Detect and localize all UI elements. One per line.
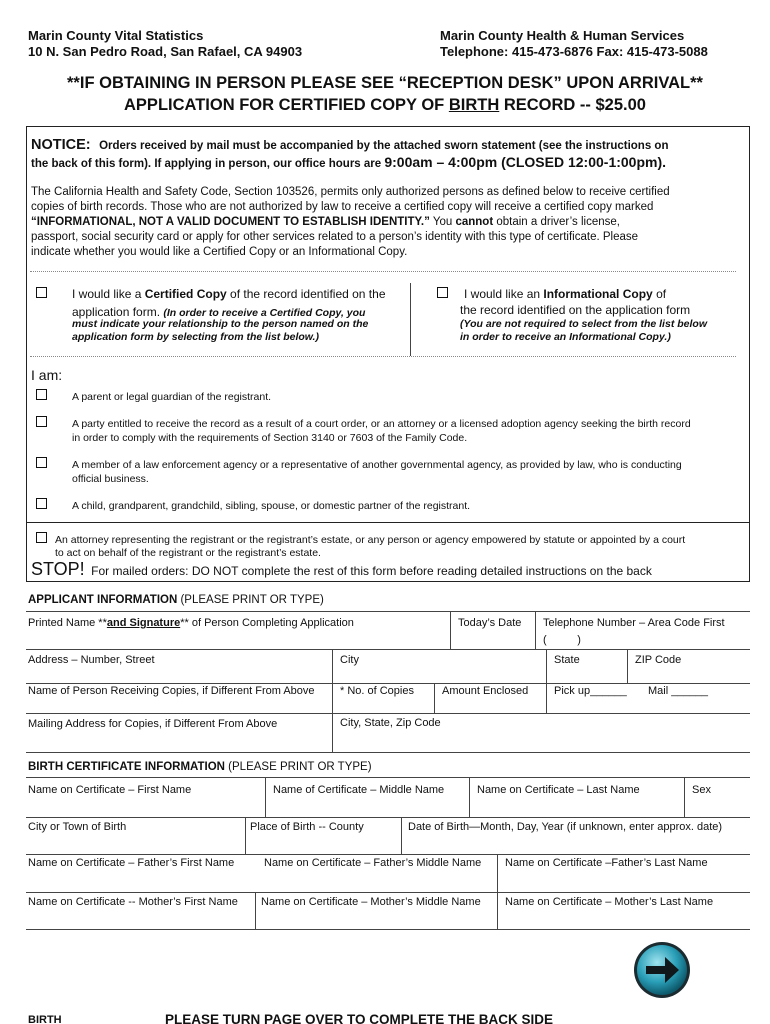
option-attorney-b: to act on behalf of the registrant or the registrant’s estate. <box>55 547 321 559</box>
notice-p2: copies of birth records. Those who are not authorized by law to receive a certified copy will receive a certified copy marked <box>31 201 654 213</box>
option-law-b: official business. <box>72 473 149 485</box>
applicant-heading-text: APPLICANT INFORMATION <box>28 594 178 606</box>
notice-p3 <box>31 215 620 230</box>
info-line2: the record identified on the application form <box>460 303 691 317</box>
birth-heading-note: (PLEASE PRINT OR TYPE) <box>224 761 372 773</box>
form-title-post: RECORD -- $25.00 <box>499 96 646 114</box>
attorney-checkbox[interactable] <box>36 532 47 543</box>
notice-p3-rest: You <box>429 216 456 228</box>
box-left-border <box>26 126 27 522</box>
parent-guardian-checkbox[interactable] <box>36 389 47 400</box>
notice-line1 <box>31 136 668 154</box>
option-parent: A parent or legal guardian of the registrant. <box>72 391 272 403</box>
agency-name: Marin County Health & Human Services <box>440 28 685 43</box>
office-hours: 9:00am – 4:00pm (CLOSED 12:00-1:00pm). <box>384 154 667 170</box>
mother-last-name-field[interactable]: Name on Certificate – Mother’s Last Name <box>505 896 714 908</box>
office-address: 10 N. San Pedro Road, San Rafael, CA 94903 <box>28 44 303 59</box>
telephone-area-code: ( ) <box>543 634 581 646</box>
family-member-checkbox[interactable] <box>36 498 47 509</box>
right-arrow-circle-icon <box>632 940 692 1000</box>
box-right-border <box>749 126 750 522</box>
father-last-name-field[interactable]: Name on Certificate –Father’s Last Name <box>505 857 708 869</box>
birth-v7 <box>255 892 256 929</box>
place-of-birth-county-field[interactable]: Place of Birth -- County <box>250 821 364 833</box>
birth-last-name-field[interactable]: Name on Certificate – Last Name <box>477 784 640 796</box>
choice-middle-divider <box>410 283 411 356</box>
footer-record-type: BIRTH <box>28 1014 62 1024</box>
certified-copy-checkbox[interactable] <box>36 287 47 298</box>
date-of-birth-field[interactable]: Date of Birth—Month, Day, Year (if unknown, enter approx. date) <box>408 821 723 833</box>
attorney-box-left <box>26 522 27 582</box>
birth-first-name-field[interactable]: Name on Certificate – First Name <box>28 784 192 796</box>
todays-date-field[interactable]: Today’s Date <box>458 617 522 629</box>
certified-note1: (In order to receive a Certified Copy, you <box>163 307 366 319</box>
box-top-border <box>26 126 750 127</box>
applicant-line-4 <box>26 752 750 753</box>
state-field[interactable]: State <box>554 654 580 666</box>
birth-heading <box>28 761 372 773</box>
applicant-line-2 <box>26 683 750 684</box>
attorney-box-bottom <box>26 581 750 582</box>
agency-phone: Telephone: 415-473-6876 Fax: 415-473-5088 <box>440 44 708 59</box>
father-first-name-field[interactable]: Name on Certificate – Father’s First Name <box>28 857 235 869</box>
notice-informational: “INFORMATIONAL, NOT A VALID DOCUMENT TO ESTABLISH IDENTITY.” <box>31 216 430 228</box>
choice-top-divider <box>30 271 736 272</box>
certified-pre: I would like a <box>72 287 145 301</box>
certified-note3: application form by selecting from the list below.) <box>72 331 319 343</box>
address-field[interactable]: Address – Number, Street <box>28 654 155 666</box>
option-law-a: A member of a law enforcement agency or a representative of another governmental agency, as provided by law, who is conducting <box>72 459 682 471</box>
notice-text2: the back of this form). If applying in person, our office hours are <box>31 158 385 170</box>
father-middle-name-field[interactable]: Name on Certificate – Father’s Middle Name <box>264 857 482 869</box>
stop-notice <box>31 559 652 580</box>
attorney-box-right <box>749 522 750 582</box>
info-note2: in order to receive an Informational Copy.) <box>460 331 671 343</box>
notice-p4: passport, social security card or apply for other services related to a person’s identity with this type of certificate. Please <box>31 231 639 243</box>
law-enforcement-checkbox[interactable] <box>36 457 47 468</box>
applicant-v9 <box>332 713 333 752</box>
birth-line-1 <box>26 817 750 818</box>
no-copies-field[interactable]: * No. of Copies <box>340 685 414 697</box>
telephone-field[interactable]: Telephone Number – Area Code First <box>543 617 725 629</box>
sex-field[interactable]: Sex <box>692 784 711 796</box>
amount-enclosed-field[interactable]: Amount Enclosed <box>442 685 529 697</box>
birth-v3 <box>684 777 685 817</box>
info-bold: Informational Copy <box>543 287 653 301</box>
applicant-v2 <box>535 611 536 649</box>
city-state-zip-field[interactable]: City, State, Zip Code <box>340 717 441 729</box>
notice-p1: The California Health and Safety Code, Section 103526, permits only authorized persons as defined below to receive certified <box>31 186 670 198</box>
certified-bold: Certified Copy <box>144 287 227 301</box>
applicant-line-1 <box>26 649 750 650</box>
stop-label: STOP! <box>31 559 85 579</box>
i-am-label: I am: <box>31 367 63 383</box>
mail-option[interactable]: Mail ______ <box>648 685 708 697</box>
attorney-box-top <box>26 522 750 523</box>
applicant-v3 <box>332 649 333 683</box>
certified-post: of the record identified on the <box>226 287 386 301</box>
option-family: A child, grandparent, grandchild, sibling, spouse, or domestic partner of the registrant. <box>72 500 471 512</box>
stop-text: For mailed orders: DO NOT complete the rest of this form before reading detailed instructions on the back <box>91 564 652 578</box>
printed-name-post: ** of Person Completing Application <box>180 617 354 629</box>
turn-page-instruction: PLEASE TURN PAGE OVER TO COMPLETE THE BACK SIDE <box>165 1012 554 1024</box>
notice-cannot: cannot <box>455 216 494 228</box>
form-title <box>0 96 770 115</box>
birth-line-3 <box>26 892 750 893</box>
info-pre: I would like an <box>464 287 544 301</box>
form-title-pre: APPLICATION FOR CERTIFIED COPY OF <box>124 96 449 114</box>
notice-p5: indicate whether you would like a Certified Copy or an Informational Copy. <box>31 246 408 258</box>
applicant-line-3 <box>26 713 750 714</box>
info-post: of <box>652 287 667 301</box>
applicant-v8 <box>546 683 547 713</box>
in-person-notice: **IF OBTAINING IN PERSON PLEASE SEE “RECEPTION DESK” UPON ARRIVAL** <box>67 74 703 92</box>
info-note1: (You are not required to select from the list below <box>460 318 707 330</box>
option-court-b: in order to comply with the requirements of Section 3140 or 7603 of the Family Code. <box>72 432 468 444</box>
option-court-a: A party entitled to receive the record as a result of a court order, or an attorney or a licensed adoption agency seeking the birth record <box>72 418 691 430</box>
informational-copy-checkbox[interactable] <box>437 287 448 298</box>
birth-v8 <box>497 892 498 929</box>
applicant-v1 <box>450 611 451 649</box>
birth-heading-text: BIRTH CERTIFICATE INFORMATION <box>28 761 225 773</box>
birth-v6 <box>497 854 498 892</box>
office-name: Marin County Vital Statistics <box>28 28 204 43</box>
option-attorney-a: An attorney representing the registrant or the registrant’s estate, or any person or agency empowered by statute or appointed by a court <box>55 534 686 546</box>
birth-v4 <box>245 817 246 854</box>
printed-name-field[interactable] <box>28 617 354 630</box>
birth-middle-name-field[interactable]: Name of Certificate – Middle Name <box>273 784 445 796</box>
birth-line-0 <box>26 777 750 778</box>
applicant-line-0 <box>26 611 750 612</box>
mailing-address-field[interactable]: Mailing Address for Copies, if Different From Above <box>28 718 278 730</box>
birth-v1 <box>265 777 266 817</box>
printed-name-signature: and Signature <box>106 617 181 629</box>
applicant-v4 <box>546 649 547 683</box>
choice-bottom-divider <box>30 356 736 357</box>
pickup-option[interactable]: Pick up______ <box>554 685 627 697</box>
notice-text1: Orders received by mail must be accompanied by the attached sworn statement (see the instructions on <box>99 140 669 152</box>
city-field[interactable]: City <box>340 654 359 666</box>
certified-note2: must indicate your relationship to the person named on the <box>72 318 369 330</box>
mother-middle-name-field[interactable]: Name on Certificate – Mother’s Middle Name <box>261 896 481 908</box>
name-receiving-field[interactable]: Name of Person Receiving Copies, if Different From Above <box>28 685 315 697</box>
court-order-checkbox[interactable] <box>36 416 47 427</box>
birth-v5 <box>401 817 402 854</box>
mother-first-name-field[interactable]: Name on Certificate -- Mother’s First Name <box>28 896 238 908</box>
applicant-v6 <box>332 683 333 713</box>
birth-line-4 <box>26 929 750 930</box>
certified-copy-label <box>72 287 386 301</box>
informational-copy-label <box>464 287 666 301</box>
printed-name-pre: Printed Name ** <box>28 617 107 629</box>
birth-line-2 <box>26 854 750 855</box>
form-title-birth: BIRTH <box>448 96 500 114</box>
applicant-v5 <box>627 649 628 683</box>
certified-line2-text: application form. <box>72 305 164 319</box>
birth-v2 <box>469 777 470 817</box>
notice-p3-end: obtain a driver’s license, <box>493 216 620 228</box>
applicant-heading-note: (PLEASE PRINT OR TYPE) <box>177 594 324 606</box>
notice-label: NOTICE: <box>31 137 91 153</box>
applicant-heading <box>28 594 324 606</box>
city-of-birth-field[interactable]: City or Town of Birth <box>28 821 127 833</box>
applicant-v7 <box>434 683 435 713</box>
zip-field[interactable]: ZIP Code <box>635 654 682 666</box>
notice-line2 <box>31 154 666 172</box>
